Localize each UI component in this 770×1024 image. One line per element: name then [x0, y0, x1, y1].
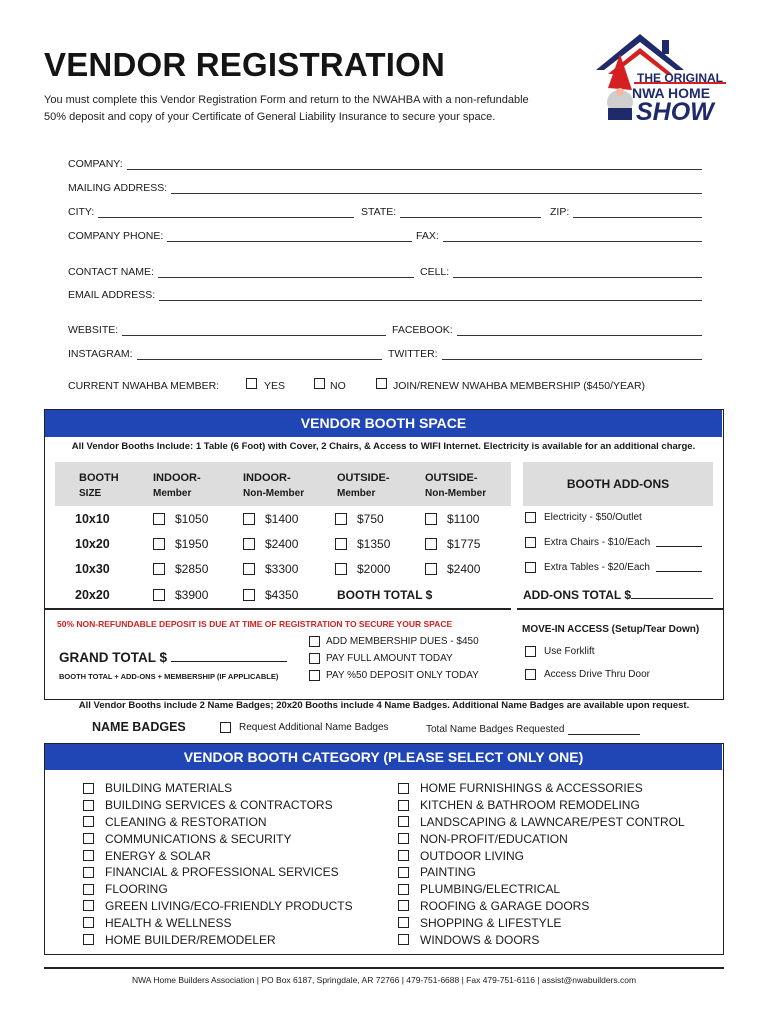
- category-option[interactable]: [83, 931, 353, 948]
- addons-total-label: ADD-ONS TOTAL $: [523, 588, 632, 602]
- price-option[interactable]: [425, 562, 480, 576]
- option-label: ADD MEMBERSHIP DUES - $450: [326, 636, 479, 647]
- intro-line-2: 50% deposit and copy of your Certificate of General Liability Insurance to secure your space.: [44, 111, 496, 123]
- price-checkbox[interactable]: [243, 538, 255, 550]
- cell-label: CELL:: [420, 266, 450, 278]
- price-value: $750: [357, 512, 384, 526]
- category-checkbox[interactable]: [83, 900, 94, 911]
- header-member-1: Member: [153, 488, 192, 499]
- email-field[interactable]: [68, 287, 702, 301]
- header-outside-2: OUTSIDE-: [425, 472, 478, 484]
- footer-contact: NWA Home Builders Association | PO Box 6187, Springdale, AR 72766 | 479-751-6688 | Fax 479-751-6116 | assist@nwabuilders.com: [131, 975, 637, 985]
- mailing-field[interactable]: [68, 180, 702, 194]
- price-value: $4350: [265, 588, 299, 602]
- grand-total-note: BOOTH TOTAL + ADD-ONS + MEMBERSHIP (IF APPLICABLE): [59, 672, 279, 681]
- category-checkbox[interactable]: [398, 884, 409, 895]
- price-value: $2850: [175, 562, 209, 576]
- category-label: FLOORING: [105, 882, 168, 897]
- category-checkbox[interactable]: [83, 833, 94, 844]
- price-value: $1100: [447, 512, 480, 526]
- header-booth: BOOTH: [79, 472, 119, 484]
- category-label: HOME BUILDER/REMODELER: [105, 932, 276, 947]
- price-value: $1775: [447, 537, 481, 551]
- option-checkbox[interactable]: [309, 670, 320, 681]
- category-option[interactable]: [83, 797, 353, 814]
- vendor-booth-section: [44, 409, 724, 700]
- fax-line[interactable]: [443, 232, 702, 242]
- phone-row: [68, 228, 702, 244]
- price-option[interactable]: [335, 512, 384, 526]
- price-checkbox[interactable]: [425, 513, 437, 525]
- email-label: EMAIL ADDRESS:: [68, 289, 156, 301]
- company-row: [68, 156, 702, 172]
- badges-requested-label: Total Name Badges Requested: [426, 724, 565, 735]
- option-label: PAY %50 DEPOSIT ONLY TODAY: [326, 670, 479, 681]
- addons-total-field[interactable]: [523, 588, 713, 602]
- category-column-left: [83, 780, 353, 948]
- zip-label: ZIP:: [550, 206, 570, 218]
- fax-label: FAX:: [416, 230, 439, 242]
- website-line[interactable]: [122, 326, 386, 336]
- movein-label: Use Forklift: [544, 646, 595, 657]
- category-label: CLEANING & RESTORATION: [105, 814, 267, 829]
- header-booth-addons: BOOTH ADD-ONS: [566, 477, 670, 491]
- header-indoor-nonmember: [243, 470, 304, 502]
- booth-size: 20x20: [75, 588, 110, 602]
- addon-label: Extra Tables - $20/Each: [544, 562, 650, 573]
- price-option[interactable]: [335, 562, 390, 576]
- price-checkbox[interactable]: [243, 513, 255, 525]
- price-checkbox[interactable]: [153, 563, 165, 575]
- member-no-checkbox[interactable]: [314, 378, 325, 389]
- category-option[interactable]: [83, 830, 353, 847]
- category-option[interactable]: [398, 847, 685, 864]
- category-checkbox[interactable]: [83, 884, 94, 895]
- instagram-line[interactable]: [137, 350, 382, 360]
- price-checkbox[interactable]: [335, 538, 347, 550]
- zip-field[interactable]: [550, 204, 702, 218]
- category-label: KITCHEN & BATHROOM REMODELING: [420, 798, 640, 813]
- addon-qty-line[interactable]: [656, 563, 702, 572]
- category-checkbox[interactable]: [398, 900, 409, 911]
- zip-line[interactable]: [573, 208, 702, 218]
- addon-checkbox[interactable]: [525, 537, 536, 548]
- request-badges-label: Request Additional Name Badges: [239, 722, 389, 733]
- category-option[interactable]: [398, 898, 685, 915]
- category-option[interactable]: [83, 881, 353, 898]
- mailing-label: MAILING ADDRESS:: [68, 182, 168, 194]
- gnome-body-icon: [608, 108, 632, 120]
- addons-total-line[interactable]: [631, 588, 713, 599]
- booth-size: 10x10: [75, 512, 110, 526]
- category-option[interactable]: [398, 864, 685, 881]
- category-option[interactable]: [398, 797, 685, 814]
- instagram-label: INSTAGRAM:: [68, 348, 133, 360]
- instagram-field[interactable]: [68, 346, 382, 360]
- price-option[interactable]: [243, 562, 298, 576]
- logo-line-3: SHOW: [636, 98, 714, 126]
- addon-electricity[interactable]: [525, 512, 715, 523]
- category-checkbox[interactable]: [83, 917, 94, 928]
- category-checkbox[interactable]: [398, 800, 409, 811]
- phone-field[interactable]: [68, 228, 412, 242]
- badges-note: All Vendor Booths include 2 Name Badges; 20x20 Booths include 4 Name Badges. Additional Name Badges are available upon request.: [78, 700, 690, 711]
- intro-line-1: You must complete this Vendor Registration Form and return to the NWAHBA with a non-refundable: [44, 94, 529, 106]
- request-badges-option[interactable]: [220, 722, 389, 733]
- category-option[interactable]: [83, 847, 353, 864]
- email-row: [68, 287, 702, 303]
- contact-label: CONTACT NAME:: [68, 266, 154, 278]
- membership-row: [68, 378, 708, 394]
- city-label: CITY:: [68, 206, 95, 218]
- website-row: [68, 322, 702, 338]
- category-label: NON-PROFIT/EDUCATION: [420, 831, 568, 846]
- category-option[interactable]: [398, 830, 685, 847]
- category-label: COMMUNICATIONS & SECURITY: [105, 831, 292, 846]
- price-value: $2000: [357, 562, 391, 576]
- price-option[interactable]: [243, 588, 298, 602]
- state-label: STATE:: [361, 206, 397, 218]
- city-field[interactable]: [68, 204, 354, 218]
- divider: [45, 608, 511, 610]
- deposit-notice: 50% NON-REFUNDABLE DEPOSIT IS DUE AT TIME OF REGISTRATION TO SECURE YOUR SPACE: [57, 619, 453, 629]
- twitter-line[interactable]: [442, 350, 702, 360]
- logo-line-1: THE ORIGINAL: [637, 71, 723, 85]
- category-checkbox[interactable]: [83, 850, 94, 861]
- price-option[interactable]: [425, 537, 480, 551]
- header-indoor-2: INDOOR-: [243, 472, 291, 484]
- grand-total-field[interactable]: [59, 650, 287, 665]
- category-checkbox[interactable]: [398, 816, 409, 827]
- mailing-row: [68, 180, 702, 196]
- movein-label: Access Drive Thru Door: [544, 669, 650, 680]
- city-row: [68, 204, 702, 220]
- price-option[interactable]: [153, 512, 208, 526]
- category-checkbox[interactable]: [398, 934, 409, 945]
- header-booth-size: [79, 470, 119, 502]
- category-label: BUILDING SERVICES & CONTRACTORS: [105, 798, 333, 813]
- contact-field[interactable]: [68, 264, 414, 278]
- movein-title: MOVE-IN ACCESS (Setup/Tear Down): [522, 624, 700, 635]
- cell-field[interactable]: [420, 264, 702, 278]
- request-badges-checkbox[interactable]: [220, 722, 231, 733]
- price-option[interactable]: [335, 537, 390, 551]
- company-line[interactable]: [127, 160, 702, 170]
- price-option[interactable]: [243, 537, 298, 551]
- header-member-2: Member: [337, 488, 376, 499]
- price-checkbox[interactable]: [153, 538, 165, 550]
- name-badges-title: NAME BADGES: [92, 720, 186, 734]
- price-checkbox[interactable]: [243, 589, 255, 601]
- header-outside-1: OUTSIDE-: [337, 472, 390, 484]
- booth-row-10x10: [45, 512, 725, 530]
- option-add-membership[interactable]: [309, 636, 479, 647]
- category-option[interactable]: [398, 881, 685, 898]
- page-title: VENDOR REGISTRATION: [44, 46, 446, 83]
- category-label: FINANCIAL & PROFESSIONAL SERVICES: [105, 865, 339, 880]
- price-checkbox[interactable]: [425, 538, 437, 550]
- intro-text: [44, 92, 604, 126]
- addon-extra-tables[interactable]: [525, 562, 715, 573]
- facebook-label: FACEBOOK:: [392, 324, 453, 336]
- company-label: COMPANY:: [68, 158, 123, 170]
- contact-row: [68, 264, 702, 280]
- movein-checkbox[interactable]: [525, 669, 536, 680]
- gnome-nose-icon: [616, 88, 624, 96]
- addon-extra-chairs[interactable]: [525, 537, 715, 548]
- category-checkbox[interactable]: [398, 783, 409, 794]
- header-indoor-1: INDOOR-: [153, 472, 201, 484]
- price-option[interactable]: [153, 537, 208, 551]
- grand-total-label: GRAND TOTAL $: [59, 650, 168, 665]
- category-label: PAINTING: [420, 865, 476, 880]
- header-nonmember-1: Non-Member: [243, 488, 305, 499]
- option-pay-deposit[interactable]: [309, 670, 479, 681]
- contact-line[interactable]: [158, 268, 414, 278]
- facebook-field[interactable]: [392, 322, 702, 336]
- phone-label: COMPANY PHONE:: [68, 230, 164, 242]
- header-outside-member: [337, 470, 390, 502]
- addon-label: Extra Chairs - $10/Each: [544, 537, 651, 548]
- booth-row-10x20: [45, 537, 725, 555]
- fax-field[interactable]: [416, 228, 702, 242]
- category-label: WINDOWS & DOORS: [420, 932, 540, 947]
- price-value: $1050: [175, 512, 209, 526]
- divider: [517, 608, 723, 610]
- join-membership-checkbox[interactable]: [376, 378, 387, 389]
- badges-requested-line[interactable]: [568, 725, 640, 735]
- header-size: SIZE: [79, 488, 102, 499]
- category-checkbox[interactable]: [83, 867, 94, 878]
- category-label: OUTDOOR LIVING: [420, 848, 525, 863]
- facebook-line[interactable]: [457, 326, 702, 336]
- booth-size: 10x30: [75, 562, 110, 576]
- booth-size: 10x20: [75, 537, 110, 551]
- price-checkbox[interactable]: [243, 563, 255, 575]
- option-label: PAY FULL AMOUNT TODAY: [326, 653, 453, 664]
- price-option[interactable]: [153, 562, 208, 576]
- price-option[interactable]: [425, 512, 479, 526]
- category-checkbox[interactable]: [398, 833, 409, 844]
- category-label: HEALTH & WELLNESS: [105, 915, 232, 930]
- member-yes-label: YES: [264, 380, 286, 392]
- category-checkbox[interactable]: [83, 800, 94, 811]
- category-option[interactable]: [398, 814, 685, 831]
- price-value: $1400: [265, 512, 299, 526]
- name-badges-row: [92, 720, 692, 738]
- logo-chimney: [662, 40, 669, 54]
- mailing-line[interactable]: [171, 184, 702, 194]
- phone-line[interactable]: [167, 232, 412, 242]
- vendor-category-section: [44, 743, 724, 955]
- category-column-right: [398, 780, 685, 948]
- badges-requested-field[interactable]: [426, 724, 640, 735]
- category-label: BUILDING MATERIALS: [105, 781, 233, 796]
- category-option[interactable]: [398, 914, 685, 931]
- category-label: LANDSCAPING & LAWNCARE/PEST CONTROL: [420, 814, 685, 829]
- category-label: SHOPPING & LIFESTYLE: [420, 915, 562, 930]
- category-checkbox[interactable]: [83, 934, 94, 945]
- price-option[interactable]: [243, 512, 298, 526]
- footer-divider: [44, 967, 724, 969]
- grand-total-line[interactable]: [171, 650, 287, 662]
- category-option[interactable]: [83, 914, 353, 931]
- instagram-row: [68, 346, 702, 362]
- category-option[interactable]: [398, 931, 685, 948]
- category-label: PLUMBING/ELECTRICAL: [420, 882, 561, 897]
- category-option[interactable]: [83, 780, 353, 797]
- category-option[interactable]: [83, 864, 353, 881]
- movein-checkbox[interactable]: [525, 646, 536, 657]
- category-checkbox[interactable]: [83, 783, 94, 794]
- price-value: $1350: [357, 537, 391, 551]
- twitter-field[interactable]: [388, 346, 702, 360]
- join-membership-label: JOIN/RENEW NWAHBA MEMBERSHIP ($450/YEAR): [393, 380, 646, 392]
- category-option[interactable]: [83, 898, 353, 915]
- website-field[interactable]: [68, 322, 386, 336]
- price-checkbox[interactable]: [425, 563, 437, 575]
- member-label: CURRENT NWAHBA MEMBER:: [68, 380, 220, 392]
- company-field[interactable]: [68, 156, 702, 170]
- price-checkbox[interactable]: [335, 563, 347, 575]
- price-value: $2400: [447, 562, 481, 576]
- city-line[interactable]: [98, 208, 354, 218]
- price-checkbox[interactable]: [153, 513, 165, 525]
- option-pay-full[interactable]: [309, 653, 453, 664]
- booth-total-label: BOOTH TOTAL $: [337, 588, 433, 602]
- addon-qty-line[interactable]: [656, 538, 702, 547]
- option-checkbox[interactable]: [309, 653, 320, 664]
- member-no-label: NO: [330, 380, 346, 392]
- member-yes-checkbox[interactable]: [246, 378, 257, 389]
- category-checkbox[interactable]: [398, 867, 409, 878]
- addon-checkbox[interactable]: [525, 562, 536, 573]
- price-value: $3900: [175, 588, 209, 602]
- movein-drive-thru[interactable]: [525, 669, 650, 680]
- category-checkbox[interactable]: [398, 917, 409, 928]
- booth-row-20x20: [45, 588, 725, 606]
- booth-section-title: VENDOR BOOTH SPACE: [45, 410, 722, 437]
- price-value: $2400: [265, 537, 299, 551]
- category-option[interactable]: [83, 814, 353, 831]
- twitter-label: TWITTER:: [388, 348, 438, 360]
- category-label: GREEN LIVING/ECO-FRIENDLY PRODUCTS: [105, 898, 353, 913]
- category-option[interactable]: [398, 780, 685, 797]
- state-field[interactable]: [361, 204, 541, 218]
- category-label: ENERGY & SOLAR: [105, 848, 211, 863]
- movein-forklift[interactable]: [525, 646, 595, 657]
- category-checkbox[interactable]: [83, 816, 94, 827]
- addon-label: Electricity - $50/Outlet: [544, 512, 642, 523]
- website-label: WEBSITE:: [68, 324, 119, 336]
- category-title: VENDOR BOOTH CATEGORY (PLEASE SELECT ONLY ONE): [45, 744, 722, 770]
- price-option[interactable]: [153, 588, 208, 602]
- cell-line[interactable]: [453, 268, 702, 278]
- category-label: ROOFING & GARAGE DOORS: [420, 898, 590, 913]
- header-outside-nonmember: [425, 470, 486, 502]
- price-value: $1950: [175, 537, 209, 551]
- booth-includes-note: All Vendor Booths Include: 1 Table (6 Foot) with Cover, 2 Chairs, & Access to WIFI Internet. Electricity is available for an additional charge.: [71, 441, 696, 452]
- price-checkbox[interactable]: [335, 513, 347, 525]
- header-indoor-member: [153, 470, 201, 502]
- price-value: $3300: [265, 562, 299, 576]
- state-line[interactable]: [400, 208, 541, 218]
- booth-row-10x30: [45, 562, 725, 580]
- email-line[interactable]: [159, 291, 702, 301]
- category-checkbox[interactable]: [398, 850, 409, 861]
- logo-line-2: NWA HOME: [632, 85, 711, 101]
- addon-checkbox[interactable]: [525, 512, 536, 523]
- option-checkbox[interactable]: [309, 636, 320, 647]
- header-nonmember-2: Non-Member: [425, 488, 487, 499]
- price-checkbox[interactable]: [153, 589, 165, 601]
- category-label: HOME FURNISHINGS & ACCESSORIES: [420, 781, 643, 796]
